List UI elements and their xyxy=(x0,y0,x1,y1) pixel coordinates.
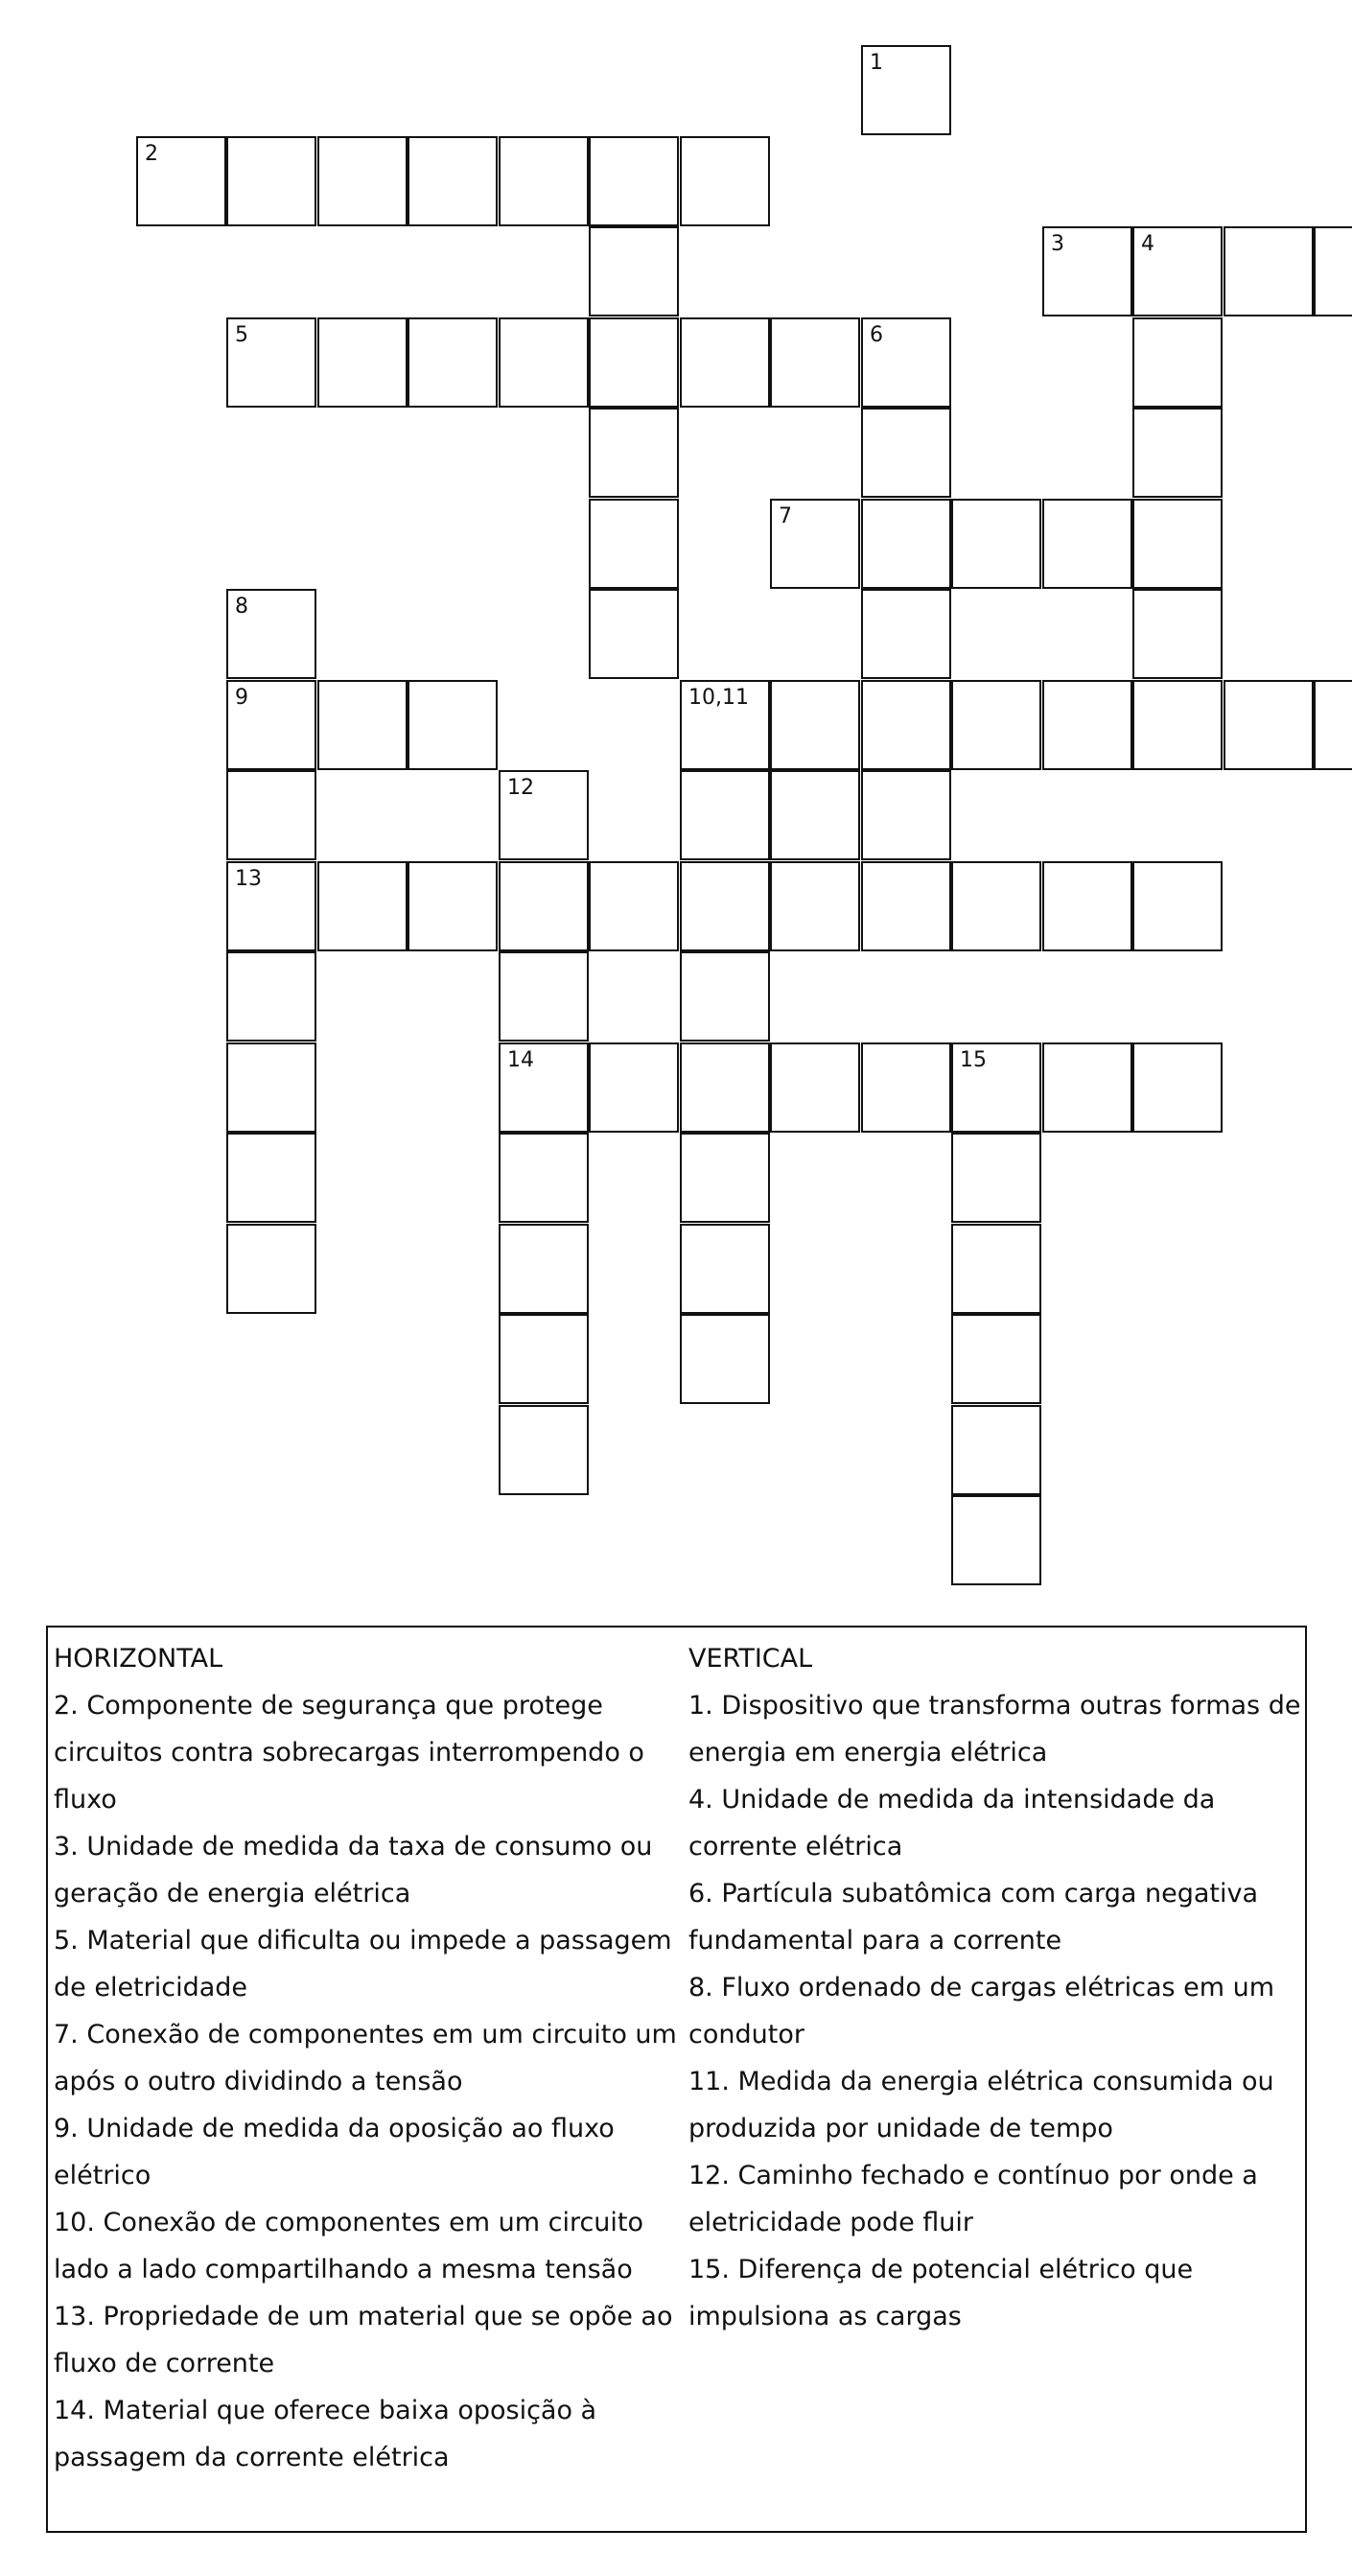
crossword-cell[interactable] xyxy=(680,951,770,1042)
vertical-clue-line: eletricidade pode fluir xyxy=(688,2208,973,2237)
crossword-cell[interactable] xyxy=(1224,226,1314,316)
vertical-clue-line: corrente elétrica xyxy=(688,1832,903,1862)
crossword-cell[interactable] xyxy=(226,680,316,770)
crossword-cell[interactable] xyxy=(317,680,408,770)
horizontal-clue-line: após o outro dividindo a tensão xyxy=(54,2067,463,2096)
horizontal-clue-line: fluxo de corrente xyxy=(54,2349,275,2378)
horizontal-clue-line: circuitos contra sobrecargas interrompendo o xyxy=(54,1738,644,1768)
crossword-cell[interactable] xyxy=(589,226,679,316)
crossword-cell[interactable] xyxy=(680,861,770,951)
crossword-cell[interactable] xyxy=(408,680,498,770)
crossword-cell[interactable] xyxy=(226,861,316,951)
clue-number: 14 xyxy=(507,1048,534,1072)
vertical-clue-line: 4. Unidade de medida da intensidade da xyxy=(688,1785,1216,1815)
crossword-cell[interactable] xyxy=(770,770,860,860)
crossword-cell[interactable] xyxy=(861,45,951,135)
horizontal-clue-line: 10. Conexão de componentes em um circuito xyxy=(54,2208,644,2237)
crossword-cell[interactable] xyxy=(1042,226,1132,316)
crossword-cell[interactable] xyxy=(770,861,860,951)
crossword-cell[interactable] xyxy=(951,1405,1041,1495)
crossword-cell[interactable] xyxy=(1314,226,1352,316)
crossword-cell[interactable] xyxy=(1042,499,1132,589)
vertical-clue-line: 12. Caminho fechado e contínuo por onde a xyxy=(688,2161,1258,2190)
horizontal-clue-line: 3. Unidade de medida da taxa de consumo ou xyxy=(54,1832,653,1862)
clue-number: 15 xyxy=(960,1048,987,1072)
horizontal-clue-line: 7. Conexão de componentes em um circuito um xyxy=(54,2020,677,2049)
horizontal-clue-line: lado a lado compartilhando a mesma tensão xyxy=(54,2255,633,2284)
crossword-cell[interactable] xyxy=(861,589,951,679)
horizontal-clue-line: 2. Componente de segurança que protege xyxy=(54,1691,603,1721)
horizontal-clue-line: 9. Unidade de medida da oposição ao fluxo xyxy=(54,2114,615,2143)
horizontal-clue-line: de eletricidade xyxy=(54,1973,248,2002)
crossword-cell[interactable] xyxy=(589,408,679,498)
crossword-cell[interactable] xyxy=(951,1224,1041,1314)
crossword-cell[interactable] xyxy=(589,136,679,226)
horizontal-clue-line: 5. Material que dificulta ou impede a passagem xyxy=(54,1926,672,1955)
crossword-cell[interactable] xyxy=(499,861,589,951)
crossword-cell[interactable] xyxy=(770,499,860,589)
crossword-cell[interactable] xyxy=(951,499,1041,589)
clue-number: 3 xyxy=(1051,232,1064,256)
crossword-cell[interactable] xyxy=(589,317,679,408)
crossword-cell[interactable] xyxy=(861,408,951,498)
crossword-cell[interactable] xyxy=(499,770,589,860)
crossword-cell[interactable] xyxy=(861,680,951,770)
crossword-cell[interactable] xyxy=(680,1042,770,1133)
crossword-cell[interactable] xyxy=(861,1042,951,1133)
clues-box xyxy=(46,1626,1307,2533)
crossword-cell[interactable] xyxy=(226,589,316,679)
vertical-clue-line: 8. Fluxo ordenado de cargas elétricas em um xyxy=(688,1973,1275,2002)
crossword-cell[interactable] xyxy=(226,1133,316,1223)
vertical-heading: VERTICAL xyxy=(688,1644,813,1674)
horizontal-clue-line: passagem da corrente elétrica xyxy=(54,2443,450,2472)
crossword-cell[interactable] xyxy=(589,1042,679,1133)
crossword-cell[interactable] xyxy=(1042,1042,1132,1133)
crossword-cell[interactable] xyxy=(861,317,951,408)
crossword-cell[interactable] xyxy=(408,861,498,951)
crossword-cell[interactable] xyxy=(680,1224,770,1314)
horizontal-clues xyxy=(54,1635,687,2481)
crossword-cell[interactable] xyxy=(408,136,498,226)
crossword-cell[interactable] xyxy=(1132,680,1223,770)
clue-number: 10,11 xyxy=(688,686,749,710)
crossword-cell[interactable] xyxy=(226,951,316,1042)
clue-number: 7 xyxy=(779,504,792,528)
crossword-cell[interactable] xyxy=(1132,317,1223,408)
crossword-cell[interactable] xyxy=(1132,408,1223,498)
crossword-cell[interactable] xyxy=(1042,861,1132,951)
vertical-clue-line: 15. Diferença de potencial elétrico que xyxy=(688,2255,1194,2284)
crossword-cell[interactable] xyxy=(1042,680,1132,770)
clue-number: 5 xyxy=(235,323,248,347)
crossword-cell[interactable] xyxy=(226,136,316,226)
vertical-clue-line: impulsiona as cargas xyxy=(688,2302,962,2331)
crossword-cell[interactable] xyxy=(951,1495,1041,1585)
crossword-cell[interactable] xyxy=(770,680,860,770)
crossword-cell[interactable] xyxy=(770,317,860,408)
crossword-cell[interactable] xyxy=(499,136,589,226)
crossword-cell[interactable] xyxy=(861,499,951,589)
crossword-cell[interactable] xyxy=(226,770,316,860)
clue-number: 2 xyxy=(145,142,158,166)
crossword-cell[interactable] xyxy=(136,136,226,226)
crossword-cell[interactable] xyxy=(499,317,589,408)
clue-number: 12 xyxy=(507,776,534,800)
vertical-clue-line: fundamental para a corrente xyxy=(688,1926,1062,1955)
horizontal-clue-line: fluxo xyxy=(54,1785,117,1815)
crossword-cell[interactable] xyxy=(408,317,498,408)
crossword-cell[interactable] xyxy=(951,680,1041,770)
crossword-cell[interactable] xyxy=(1224,680,1314,770)
horizontal-clue-line: 13. Propriedade de um material que se opõe ao xyxy=(54,2302,673,2331)
crossword-cell[interactable] xyxy=(499,1224,589,1314)
crossword-cell[interactable] xyxy=(861,770,951,860)
vertical-clue-line: 6. Partícula subatômica com carga negativa xyxy=(688,1879,1259,1909)
crossword-cell[interactable] xyxy=(1132,226,1223,316)
crossword-cell[interactable] xyxy=(770,1042,860,1133)
crossword-cell[interactable] xyxy=(1132,499,1223,589)
clue-number: 4 xyxy=(1141,232,1154,256)
crossword-cell[interactable] xyxy=(499,951,589,1042)
crossword-cell[interactable] xyxy=(499,1133,589,1223)
crossword-cell[interactable] xyxy=(1132,861,1223,951)
crossword-cell[interactable] xyxy=(951,1314,1041,1404)
crossword-cell[interactable] xyxy=(951,861,1041,951)
crossword-cell[interactable] xyxy=(226,1042,316,1133)
vertical-clue-line: 1. Dispositivo que transforma outras formas de xyxy=(688,1691,1301,1721)
crossword-cell[interactable] xyxy=(680,1133,770,1223)
vertical-clue-line: 11. Medida da energia elétrica consumida ou xyxy=(688,2067,1274,2096)
vertical-clues xyxy=(688,1635,1302,2340)
vertical-clue-line: energia em energia elétrica xyxy=(688,1738,1048,1768)
vertical-clue-line: produzida por unidade de tempo xyxy=(688,2114,1113,2143)
clue-number: 9 xyxy=(235,686,248,710)
crossword-cell[interactable] xyxy=(680,1314,770,1404)
crossword-cell[interactable] xyxy=(680,317,770,408)
horizontal-heading: HORIZONTAL xyxy=(54,1644,223,1674)
clue-number: 13 xyxy=(235,867,262,891)
clue-number: 1 xyxy=(870,51,883,75)
crossword-cell[interactable] xyxy=(589,589,679,679)
crossword-cell[interactable] xyxy=(317,136,408,226)
crossword-cell[interactable] xyxy=(861,861,951,951)
crossword-cell[interactable] xyxy=(226,1224,316,1314)
crossword-cell[interactable] xyxy=(317,861,408,951)
clue-number: 6 xyxy=(870,323,883,347)
horizontal-clue-line: elétrico xyxy=(54,2161,152,2190)
crossword-cell[interactable] xyxy=(680,680,770,770)
horizontal-clue-line: geração de energia elétrica xyxy=(54,1879,411,1909)
horizontal-clue-line: 14. Material que oferece baixa oposição à xyxy=(54,2396,597,2425)
crossword-cell[interactable] xyxy=(1314,680,1352,770)
crossword-cell[interactable] xyxy=(317,317,408,408)
crossword-cell[interactable] xyxy=(680,770,770,860)
vertical-clue-line: condutor xyxy=(688,2020,804,2049)
crossword-cell[interactable] xyxy=(499,1405,589,1495)
crossword-cell[interactable] xyxy=(499,1042,589,1133)
crossword-cell[interactable] xyxy=(1132,589,1223,679)
crossword-cell[interactable] xyxy=(951,1133,1041,1223)
crossword-cell[interactable] xyxy=(589,861,679,951)
crossword-cell[interactable] xyxy=(589,499,679,589)
crossword-cell[interactable] xyxy=(951,1042,1041,1133)
crossword-cell[interactable] xyxy=(499,1314,589,1404)
crossword-cell[interactable] xyxy=(680,136,770,226)
crossword-cell[interactable] xyxy=(226,317,316,408)
clue-number: 8 xyxy=(235,595,248,619)
crossword-cell[interactable] xyxy=(1132,1042,1223,1133)
